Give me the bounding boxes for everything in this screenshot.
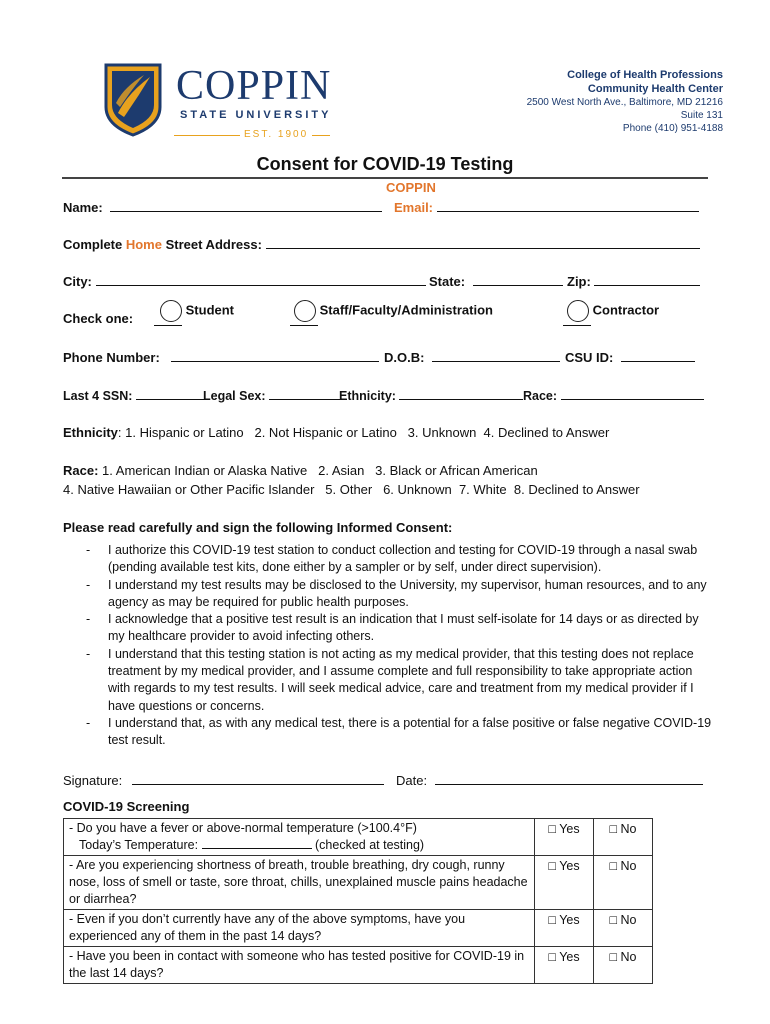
logo-established: EST. 1900 bbox=[240, 129, 312, 140]
logo-wordmark: COPPIN bbox=[176, 63, 332, 109]
zip-row bbox=[567, 273, 700, 289]
yes-checkbox[interactable]: □ Yes bbox=[535, 819, 594, 856]
fever-question: - Do you have a fever or above-normal temperature (>100.4°F) bbox=[69, 821, 417, 835]
university-shield-logo bbox=[104, 63, 162, 137]
csu-field[interactable] bbox=[621, 349, 695, 362]
race-legend-line2: 4. Native Hawaiian or Other Pacific Islander 5. Other 6. Unknown 7. White 8. Declined to Answer bbox=[63, 482, 640, 497]
consent-heading: Please read carefully and sign the following Informed Consent: bbox=[63, 520, 453, 535]
name-label: Name: bbox=[63, 200, 103, 215]
address-row bbox=[63, 236, 700, 252]
student-radio[interactable] bbox=[160, 300, 182, 322]
sex-label: Legal Sex: bbox=[203, 389, 266, 403]
page-title: Consent for COVID-19 Testing bbox=[256, 154, 514, 174]
logo-subtitle: STATE UNIVERSITY bbox=[180, 109, 332, 121]
name-row bbox=[63, 199, 382, 215]
consent-item: - I understand that this testing station is not acting as my medical provider, that this testing does not replace treatment by my medical provider, and I assume complete and full responsibility to take appropriate action with regards to my test results. I will seek medical advice, care and treatment from my medical provider if I have questions or concerns. bbox=[62, 646, 712, 715]
address-label-home: Home bbox=[125, 237, 162, 252]
csu-row bbox=[565, 349, 695, 365]
ssn-field[interactable] bbox=[136, 387, 204, 400]
phone-label: Phone Number: bbox=[63, 350, 160, 365]
screening-row bbox=[64, 910, 653, 947]
ethnicity-legend-options: : 1. Hispanic or Latino 2. Not Hispanic or Latino 3. Unknown 4. Declined to Answer bbox=[117, 425, 610, 440]
sex-row bbox=[203, 387, 347, 403]
yes-checkbox[interactable]: □ Yes bbox=[535, 947, 594, 984]
address-label-post: Street Address: bbox=[161, 237, 262, 252]
contractor-option[interactable] bbox=[563, 300, 659, 322]
dob-row bbox=[384, 349, 560, 365]
phone-line: Phone (410) 951-4188 bbox=[622, 123, 723, 134]
student-option[interactable] bbox=[154, 300, 234, 322]
sex-field[interactable] bbox=[269, 387, 347, 400]
email-row bbox=[394, 199, 699, 215]
address-field[interactable] bbox=[266, 236, 700, 249]
no-checkbox[interactable]: □ No bbox=[594, 910, 653, 947]
header-contact-block bbox=[527, 68, 723, 135]
race-field[interactable] bbox=[561, 387, 704, 400]
csu-label: CSU ID: bbox=[565, 350, 614, 365]
date-field[interactable] bbox=[435, 772, 703, 785]
ethnicity-legend-label: Ethnicity bbox=[63, 425, 118, 440]
signature-field[interactable] bbox=[132, 772, 384, 785]
consent-item: - I understand that, as with any medical test, there is a potential for a false positive or false negative COVID-19 test result. bbox=[62, 715, 712, 750]
screening-row bbox=[64, 819, 653, 856]
address-line: 2500 West North Ave., Baltimore, MD 21216 bbox=[526, 97, 723, 108]
no-checkbox[interactable]: □ No bbox=[594, 856, 653, 910]
race-legend-label: Race: bbox=[63, 463, 99, 478]
city-label: City: bbox=[63, 274, 92, 289]
suite-line: Suite 131 bbox=[680, 110, 723, 121]
staff-underline bbox=[290, 325, 318, 326]
screening-row bbox=[64, 947, 653, 984]
phone-field[interactable] bbox=[171, 349, 379, 362]
ethnicity-field-label: Ethnicity: bbox=[339, 389, 396, 403]
ssn-label: Last 4 SSN: bbox=[63, 389, 133, 403]
yes-checkbox[interactable]: □ Yes bbox=[535, 856, 594, 910]
contractor-label: Contractor bbox=[592, 302, 660, 318]
temperature-field[interactable] bbox=[202, 837, 312, 849]
zip-field[interactable] bbox=[594, 273, 700, 286]
student-label: Student bbox=[185, 302, 235, 318]
student-underline bbox=[154, 325, 182, 326]
temperature-line bbox=[69, 837, 529, 854]
center-name: Community Health Center bbox=[587, 83, 723, 95]
screening-question: - Have you been in contact with someone who has tested positive for COVID-19 in the last 14 days? bbox=[64, 947, 535, 984]
date-row bbox=[396, 772, 703, 788]
temperature-label: Today’s Temperature: bbox=[79, 838, 202, 852]
ethnicity-legend bbox=[63, 425, 609, 440]
college-name: College of Health Professions bbox=[567, 69, 723, 81]
check-one-label: Check one: bbox=[63, 311, 134, 326]
dob-field[interactable] bbox=[432, 349, 560, 362]
signature-row bbox=[63, 772, 384, 788]
consent-item: - I authorize this COVID-19 test station to conduct collection and testing for COVID-19 through a nasal swab (pending available test kits, done either by a sampler or by self, under direct supervision). bbox=[62, 542, 712, 577]
screening-heading: COVID-19 Screening bbox=[63, 799, 190, 814]
ethnicity-field[interactable] bbox=[399, 387, 523, 400]
staff-label: Staff/Faculty/Administration bbox=[319, 302, 493, 318]
screening-row bbox=[64, 856, 653, 910]
email-label: Email: bbox=[394, 200, 434, 215]
contractor-radio[interactable] bbox=[567, 300, 589, 322]
state-row bbox=[429, 273, 563, 289]
state-label: State: bbox=[429, 274, 466, 289]
screening-question: - Even if you don’t currently have any of the above symptoms, have you experienced any of them in the past 14 days? bbox=[64, 910, 535, 947]
signature-label: Signature: bbox=[63, 773, 123, 788]
name-field[interactable] bbox=[110, 199, 382, 212]
zip-label: Zip: bbox=[567, 274, 591, 289]
temperature-note: (checked at testing) bbox=[311, 838, 425, 852]
consent-item: - I acknowledge that a positive test result is an indication that I must self-isolate for 14 days or as directed by my healthcare provider to avoid infecting others. bbox=[62, 611, 712, 646]
yes-checkbox[interactable]: □ Yes bbox=[535, 910, 594, 947]
ethnicity-row bbox=[339, 387, 523, 403]
address-label-pre: Complete bbox=[63, 237, 126, 252]
screening-question bbox=[64, 819, 535, 856]
email-field[interactable] bbox=[437, 199, 699, 212]
no-checkbox[interactable]: □ No bbox=[594, 819, 653, 856]
contractor-underline bbox=[563, 325, 591, 326]
coppin-email-tag: COPPIN bbox=[386, 180, 436, 195]
consent-item: - I understand my test results may be disclosed to the University, my supervisor, human resources, and to any agency as may be required for public health purposes. bbox=[62, 577, 712, 612]
staff-radio[interactable] bbox=[294, 300, 316, 322]
race-legend-line1: 1. American Indian or Alaska Native 2. Asian 3. Black or African American bbox=[98, 463, 538, 478]
no-checkbox[interactable]: □ No bbox=[594, 947, 653, 984]
phone-row bbox=[63, 349, 379, 365]
screening-question: - Are you experiencing shortness of breath, trouble breathing, dry cough, runny nose, loss of smell or taste, sore throat, chills, unexplained muscle pains headache or diarrhea? bbox=[64, 856, 535, 910]
screening-table bbox=[63, 818, 653, 984]
city-row bbox=[63, 273, 426, 289]
title-rule bbox=[62, 177, 708, 179]
dob-label: D.O.B: bbox=[384, 350, 425, 365]
date-label: Date: bbox=[396, 773, 428, 788]
consent-list bbox=[62, 542, 712, 750]
ssn-row bbox=[63, 387, 204, 403]
state-field[interactable] bbox=[473, 273, 563, 286]
city-field[interactable] bbox=[96, 273, 426, 286]
race-legend bbox=[63, 463, 538, 478]
race-field-label: Race: bbox=[523, 389, 558, 403]
race-row bbox=[523, 387, 704, 403]
staff-option[interactable] bbox=[290, 300, 493, 322]
